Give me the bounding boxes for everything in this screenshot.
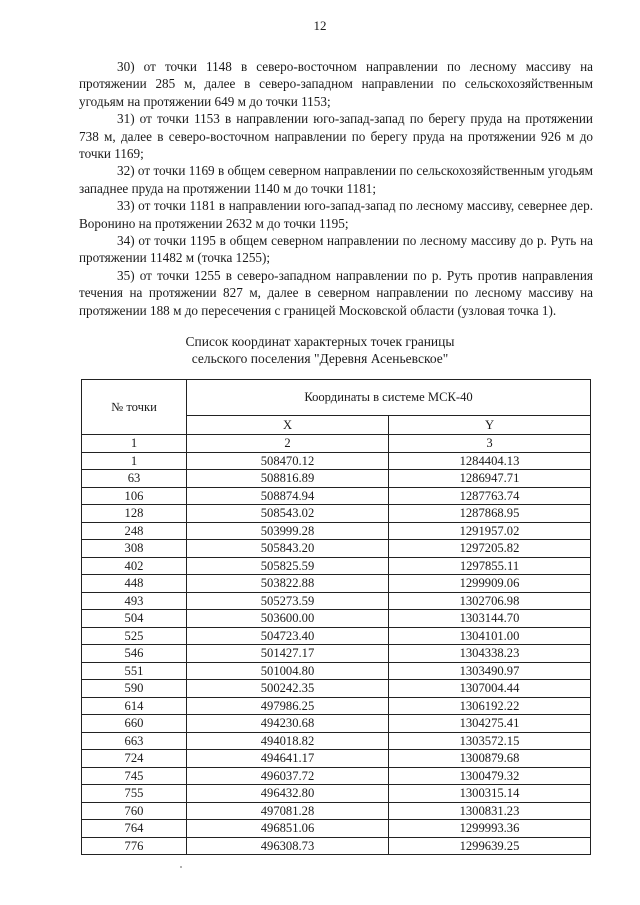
y-coordinate-cell: 1287763.74 <box>389 487 591 505</box>
x-coordinate-cell: 497081.28 <box>187 802 389 820</box>
paragraph-34: 34) от точки 1195 в общем северном направлении по лесному массиву до р. Руть на протяжении 11482 м (точка 1255); <box>79 233 593 266</box>
table-row <box>82 487 591 505</box>
table-row <box>82 470 591 488</box>
point-number-cell: 776 <box>82 837 187 855</box>
paragraph-31: 31) от точки 1153 в направлении юго-запад-запад по берегу пруда на протяжении 738 м, далее в северо-восточном направлении по берегу пруда на протяжении 926 м до точки 1169; <box>79 111 593 162</box>
point-number-cell: 663 <box>82 732 187 750</box>
x-coordinate-cell: 508816.89 <box>187 470 389 488</box>
y-coordinate-cell: 1284404.13 <box>389 452 591 470</box>
paragraph-35: 35) от точки 1255 в северо-западном направлении по р. Руть против направления течения на протяжении 827 м, далее в северном направлении по лесному массиву на протяжении 188 м до пересечения с границей Московской области (узловая точка 1). <box>79 267 593 318</box>
y-coordinate-cell: 1303144.70 <box>389 610 591 628</box>
y-coordinate-cell: 1286947.71 <box>389 470 591 488</box>
header-y: Y <box>389 416 591 435</box>
point-number-cell: 504 <box>82 610 187 628</box>
point-number-cell: 1 <box>82 452 187 470</box>
table-row <box>82 505 591 523</box>
x-coordinate-cell: 500242.35 <box>187 680 389 698</box>
x-coordinate-cell: 503600.00 <box>187 610 389 628</box>
point-number-cell: 590 <box>82 680 187 698</box>
y-coordinate-cell: 1302706.98 <box>389 592 591 610</box>
index-cell: 2 <box>187 435 389 453</box>
y-coordinate-cell: 1297205.82 <box>389 540 591 558</box>
x-coordinate-cell: 508874.94 <box>187 487 389 505</box>
y-coordinate-cell: 1300315.14 <box>389 785 591 803</box>
x-coordinate-cell: 496037.72 <box>187 767 389 785</box>
table-row <box>82 557 591 575</box>
y-coordinate-cell: 1306192.22 <box>389 697 591 715</box>
page-number: 12 <box>313 18 327 33</box>
table-row <box>82 662 591 680</box>
scan-speck <box>180 866 182 868</box>
table-row <box>82 575 591 593</box>
table-row <box>82 680 591 698</box>
y-coordinate-cell: 1291957.02 <box>389 522 591 540</box>
x-coordinate-cell: 503999.28 <box>187 522 389 540</box>
y-coordinate-cell: 1304275.41 <box>389 715 591 733</box>
point-number-cell: 724 <box>82 750 187 768</box>
y-coordinate-cell: 1304338.23 <box>389 645 591 663</box>
coordinates-table <box>81 379 591 855</box>
y-coordinate-cell: 1287868.95 <box>389 505 591 523</box>
point-number-cell: 525 <box>82 627 187 645</box>
point-number-cell: 308 <box>82 540 187 558</box>
table-row <box>82 750 591 768</box>
table-row <box>82 767 591 785</box>
point-number-cell: 546 <box>82 645 187 663</box>
x-coordinate-cell: 505843.20 <box>187 540 389 558</box>
coordinates-list-title <box>0 333 640 367</box>
y-coordinate-cell: 1300831.23 <box>389 802 591 820</box>
table-row <box>82 592 591 610</box>
x-coordinate-cell: 508470.12 <box>187 452 389 470</box>
table-row <box>82 715 591 733</box>
y-coordinate-cell: 1300879.68 <box>389 750 591 768</box>
table-row <box>82 522 591 540</box>
x-coordinate-cell: 503822.88 <box>187 575 389 593</box>
header-point-number: № точки <box>82 380 187 435</box>
table-row <box>82 802 591 820</box>
point-number-cell: 755 <box>82 785 187 803</box>
header-coordinate-system: Координаты в системе МСК-40 <box>187 380 591 416</box>
y-coordinate-cell: 1299993.36 <box>389 820 591 838</box>
x-coordinate-cell: 501427.17 <box>187 645 389 663</box>
index-cell: 1 <box>82 435 187 453</box>
x-coordinate-cell: 504723.40 <box>187 627 389 645</box>
column-index-row <box>82 435 591 453</box>
list-title-line-1: Список координат характерных точек границы <box>185 334 455 349</box>
header-x: X <box>187 416 389 435</box>
point-number-cell: 614 <box>82 697 187 715</box>
y-coordinate-cell: 1304101.00 <box>389 627 591 645</box>
point-number-cell: 493 <box>82 592 187 610</box>
point-number-cell: 63 <box>82 470 187 488</box>
table-row <box>82 697 591 715</box>
point-number-cell: 248 <box>82 522 187 540</box>
point-number-cell: 448 <box>82 575 187 593</box>
y-coordinate-cell: 1299909.06 <box>389 575 591 593</box>
x-coordinate-cell: 505273.59 <box>187 592 389 610</box>
point-number-cell: 745 <box>82 767 187 785</box>
table-row <box>82 452 591 470</box>
point-number-cell: 551 <box>82 662 187 680</box>
x-coordinate-cell: 494641.17 <box>187 750 389 768</box>
y-coordinate-cell: 1303572.15 <box>389 732 591 750</box>
y-coordinate-cell: 1299639.25 <box>389 837 591 855</box>
x-coordinate-cell: 496308.73 <box>187 837 389 855</box>
point-number-cell: 660 <box>82 715 187 733</box>
x-coordinate-cell: 497986.25 <box>187 697 389 715</box>
table-row <box>82 837 591 855</box>
x-coordinate-cell: 494230.68 <box>187 715 389 733</box>
table-row <box>82 645 591 663</box>
point-number-cell: 106 <box>82 487 187 505</box>
point-number-cell: 128 <box>82 505 187 523</box>
x-coordinate-cell: 496851.06 <box>187 820 389 838</box>
point-number-cell: 402 <box>82 557 187 575</box>
table-row <box>82 610 591 628</box>
point-number-cell: 760 <box>82 802 187 820</box>
y-coordinate-cell: 1307004.44 <box>389 680 591 698</box>
x-coordinate-cell: 496432.80 <box>187 785 389 803</box>
x-coordinate-cell: 508543.02 <box>187 505 389 523</box>
table-row <box>82 820 591 838</box>
table-row <box>82 785 591 803</box>
x-coordinate-cell: 501004.80 <box>187 662 389 680</box>
point-number-cell: 764 <box>82 820 187 838</box>
x-coordinate-cell: 505825.59 <box>187 557 389 575</box>
y-coordinate-cell: 1303490.97 <box>389 662 591 680</box>
paragraph-30: 30) от точки 1148 в северо-восточном направлении по лесному массиву на протяжении 285 м, далее в северо-западном направлении по сельскохозяйственным угодьям на протяжении 649 м до точки 1153; <box>79 59 593 109</box>
paragraph-32: 32) от точки 1169 в общем северном направлении по сельскохозяйственным угодьям западнее пруда на протяжении 1140 м до точки 1181; <box>79 163 593 196</box>
boundary-description <box>79 58 593 319</box>
table-row <box>82 627 591 645</box>
index-cell: 3 <box>389 435 591 453</box>
paragraph-33: 33) от точки 1181 в направлении юго-запад-запад по лесному массиву, севернее дер. Воронино на протяжении 2632 м до точки 1195; <box>79 198 593 231</box>
y-coordinate-cell: 1297855.11 <box>389 557 591 575</box>
table-row <box>82 732 591 750</box>
x-coordinate-cell: 494018.82 <box>187 732 389 750</box>
coordinates-table-body <box>82 452 591 855</box>
list-title-line-2: сельского поселения "Деревня Асеньевское" <box>191 351 449 366</box>
y-coordinate-cell: 1300479.32 <box>389 767 591 785</box>
table-row <box>82 540 591 558</box>
